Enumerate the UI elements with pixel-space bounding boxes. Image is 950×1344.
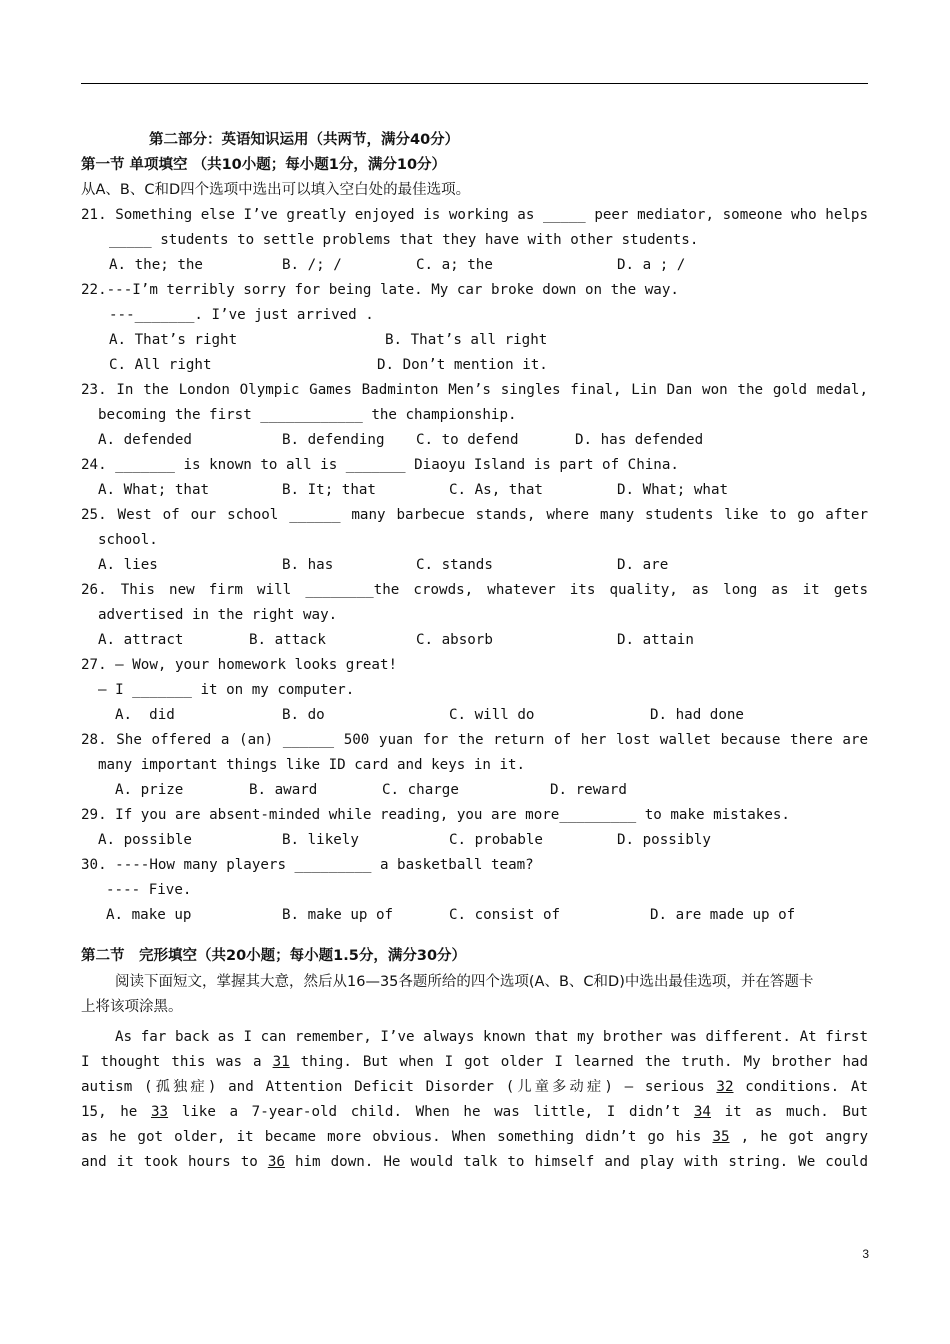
section2-title: 第二节 完形填空（共20小题；每小题1.5分，满分30分） <box>81 948 467 964</box>
blank-33: 33 <box>150 1104 169 1120</box>
q22-option-a: A. That’s right <box>109 332 238 348</box>
q22-option-d: D. Don’t mention it. <box>377 357 548 373</box>
q21-stem: 21. Something else I’ve greatly enjoyed is working as _____ peer mediator, someone who helps <box>81 207 868 223</box>
q22-option-c: C. All right <box>109 357 212 373</box>
passage-text: I thought this was a <box>81 1054 273 1070</box>
q29-option-a: A. possible <box>98 832 192 848</box>
q21-option-a: A. the; the <box>109 257 203 273</box>
q28-option-c: C. charge <box>382 782 459 798</box>
passage-line-2 <box>81 1050 868 1075</box>
blank-32: 32 <box>716 1079 734 1095</box>
q30-stem-cont: ---- Five. <box>106 882 192 898</box>
q23-option-b: B. defending <box>282 432 385 448</box>
q24-option-b: B. It; that <box>282 482 376 498</box>
q26-option-c: C. absorb <box>416 632 493 648</box>
q28-option-a: A. prize <box>115 782 184 798</box>
section2-instruction: 阅读下面短文，掌握其大意，然后从16—35各题所给的四个选项(A、B、C和D)中选出最佳选项，并在答题卡 <box>115 974 814 990</box>
q27-stem-cont: — I _______ it on my computer. <box>98 682 355 698</box>
blank-34: 34 <box>693 1104 711 1120</box>
q23-stem-cont: becoming the first ____________ the championship. <box>98 407 517 423</box>
q26-stem-cont: advertised in the right way. <box>98 607 338 623</box>
section1-title: 第一节 单项填空 （共10小题；每小题1分，满分10分） <box>81 157 447 173</box>
q29-option-c: C. probable <box>449 832 543 848</box>
q30-stem: 30. ----How many players _________ a basketball team? <box>81 857 534 873</box>
q22-stem-cont: ---_______. I’ve just arrived . <box>109 307 374 323</box>
q24-option-d: D. What; what <box>617 482 729 498</box>
q30-option-b: B. make up of <box>282 907 394 923</box>
q24-option-a: A. What; that <box>98 482 210 498</box>
q30-option-c: C. consist of <box>449 907 561 923</box>
q24-stem: 24. _______ is known to all is _______ Diaoyu Island is part of China. <box>81 457 679 473</box>
q23-option-a: A. defended <box>98 432 192 448</box>
passage-text: it as much. But <box>710 1104 868 1120</box>
q24-option-c: C. As, that <box>449 482 543 498</box>
section2-instruction-cont: 上将该项涂黑。 <box>81 999 183 1015</box>
q26-option-d: D. attain <box>617 632 694 648</box>
q26-option-b: B. attack <box>249 632 326 648</box>
q23-option-c: C. to defend <box>416 432 519 448</box>
passage-text: as he got older, it became more obvious. When something didn’t go his <box>81 1129 713 1145</box>
passage-text: conditions. At <box>733 1079 869 1095</box>
q26-stem: 26. This new firm will ________the crowds, whatever its quality, as long as it gets <box>81 582 868 598</box>
q28-stem: 28. She offered a (an) ______ 500 yuan for the return of her lost wallet because there are <box>81 732 868 748</box>
header-rule <box>81 83 868 84</box>
q27-option-b: B. do <box>282 707 325 723</box>
q29-stem: 29. If you are absent-minded while reading, you are more_________ to make mistakes. <box>81 807 790 823</box>
passage-text: like a 7-year-old child. When he was little, I didn’t <box>168 1104 694 1120</box>
q25-option-c: C. stands <box>416 557 493 573</box>
q23-stem: 23. In the London Olympic Games Badminton Men’s singles final, Lin Dan won the gold medal, <box>81 382 868 398</box>
q21-option-b: B. /; / <box>282 257 342 273</box>
passage-line-3 <box>81 1075 868 1100</box>
q25-stem: 25. West of our school ______ many barbecue stands, where many students like to go after <box>81 507 868 523</box>
q29-option-d: D. possibly <box>617 832 711 848</box>
passage-text: autism (孤独症) and Attention Deficit Disorder (儿童多动症) — serious <box>81 1079 717 1095</box>
q22-option-b: B. That’s all right <box>385 332 548 348</box>
passage-text: him down. He would talk to himself and play with string. We could <box>284 1154 869 1170</box>
q21-option-d: D. a ; / <box>617 257 686 273</box>
blank-36: 36 <box>267 1154 285 1170</box>
q28-stem-cont: many important things like ID card and keys in it. <box>98 757 526 773</box>
q25-stem-cont: school. <box>98 532 158 548</box>
q27-option-d: D. had done <box>650 707 744 723</box>
q28-option-b: B. award <box>249 782 318 798</box>
passage-line-6 <box>81 1150 868 1175</box>
passage-line-4 <box>81 1100 868 1125</box>
part2-title: 第二部分：英语知识运用（共两节，满分40分） <box>149 132 460 148</box>
q25-option-a: A. lies <box>98 557 158 573</box>
q27-stem: 27. — Wow, your homework looks great! <box>81 657 398 673</box>
page-number: 3 <box>862 1247 869 1261</box>
q30-option-d: D. are made up of <box>650 907 796 923</box>
q30-option-a: A. make up <box>106 907 192 923</box>
section1-instruction: 从A、B、C和D四个选项中选出可以填入空白处的最佳选项。 <box>81 182 471 198</box>
q21-option-c: C. a; the <box>416 257 493 273</box>
passage-line-1: As far back as I can remember, I’ve always known that my brother was different. At first <box>115 1029 868 1045</box>
q25-option-b: B. has <box>282 557 334 573</box>
q23-option-d: D. has defended <box>575 432 704 448</box>
passage-text: 15, he <box>81 1104 151 1120</box>
q26-option-a: A. attract <box>98 632 184 648</box>
q21-stem-cont: _____ students to settle problems that they have with other students. <box>109 232 699 248</box>
passage-text: thing. But when I got older I learned the truth. My brother had <box>289 1054 868 1070</box>
q28-option-d: D. reward <box>550 782 627 798</box>
blank-31: 31 <box>272 1054 290 1070</box>
q29-option-b: B. likely <box>282 832 359 848</box>
q22-stem: 22.---I’m terribly sorry for being late. My car broke down on the way. <box>81 282 679 298</box>
q27-option-a: A. did <box>115 707 175 723</box>
passage-text: and it took hours to <box>81 1154 268 1170</box>
passage-text: , he got angry <box>729 1129 868 1145</box>
passage-line-5 <box>81 1125 868 1150</box>
blank-35: 35 <box>712 1129 730 1145</box>
q27-option-c: C. will do <box>449 707 535 723</box>
q25-option-d: D. are <box>617 557 669 573</box>
